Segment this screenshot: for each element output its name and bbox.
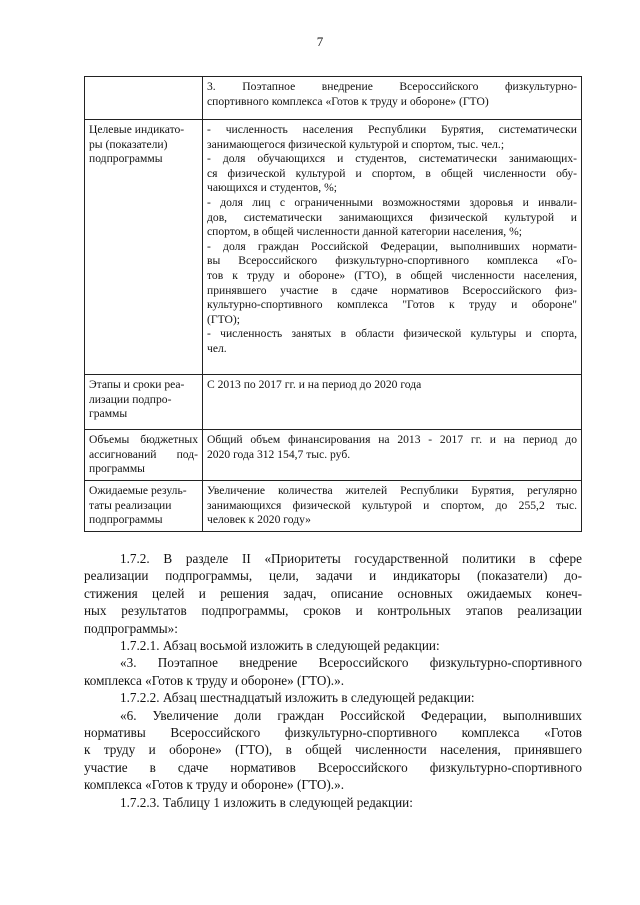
value-line: - численность занятых в области физической культуры и спорта,	[207, 327, 577, 341]
paragraph-line: «6. Увеличение доли граждан Российской Федерации, выполнивших	[120, 707, 582, 723]
paragraph-line: участие в сдаче нормативов Всероссийского физкультурно-спортивного	[84, 759, 582, 775]
paragraph-line: комплекса «Готов к труду и обороне» (ГТО).».	[84, 672, 344, 688]
page-number: 7	[316, 34, 324, 49]
paragraph-line: реализации подпрограммы, цели, задачи и индикаторы (показатели) до-	[84, 568, 582, 584]
paragraph-line: нормативы Всероссийского физкультурно-спортивного комплекса «Готов	[84, 725, 582, 741]
value-line: Общий объем финансирования на 2013 - 2017 гг. и на период до	[207, 433, 577, 446]
row-value	[203, 120, 582, 375]
label-line: ры (показатели)	[89, 137, 168, 151]
label-line: Ожидаемые резуль-	[89, 484, 187, 497]
value-line: культурно-спортивного комплекса "Готов к труду и обороне"	[207, 298, 577, 312]
value-line: - доля лиц с ограниченными возможностями здоровья и инвали-	[207, 195, 577, 209]
table-row	[85, 120, 582, 375]
value-line: занимающегося физической культурой и спортом, тыс. чел.;	[207, 137, 505, 151]
value-line: (ГТО);	[207, 312, 240, 326]
value-line: ся физической культурой и спортом, в общей численности обу-	[207, 166, 577, 180]
row-label	[85, 120, 203, 375]
row-label	[85, 375, 203, 430]
subprogram-passport-table	[84, 76, 582, 532]
label-line: граммы	[89, 407, 128, 421]
row-value	[203, 77, 582, 120]
value-line: чел.	[207, 341, 227, 355]
value-line: человек к 2020 году»	[207, 513, 311, 527]
paragraph-line: «3. Поэтапное внедрение Всероссийского физкультурно-спортивного	[120, 655, 582, 671]
table-row	[85, 430, 582, 481]
value-line: - численность населения Республики Бурятия, систематически	[207, 123, 577, 136]
paragraph-line: 1.7.2.2. Абзац шестнадцатый изложить в следующей редакции:	[120, 690, 475, 706]
label-line: Объемы бюджетных	[89, 433, 198, 446]
value-line: - доля граждан Российской Федерации, выполнивших нормати-	[207, 239, 577, 253]
value-line: вы Всероссийского физкультурно-спортивного комплекса «Го-	[207, 254, 577, 268]
value-line: - доля обучающихся и студентов, систематически занимающих-	[207, 152, 577, 166]
label-line: лизации подпро-	[89, 392, 172, 406]
value-line: спортом, в общей численности данной категории населения, %;	[207, 225, 522, 239]
row-label	[85, 481, 203, 532]
value-line: принявшего участие в сдаче нормативов Всероссийского физ-	[207, 283, 577, 297]
paragraph-line: 1.7.2.3. Таблицу 1 изложить в следующей редакции:	[120, 794, 413, 810]
paragraph-line: подпрограммы»:	[84, 620, 178, 636]
row-value	[203, 481, 582, 532]
row-value	[203, 430, 582, 481]
label-line: ассигнований под-	[89, 447, 198, 461]
label-line: Этапы и сроки реа-	[89, 378, 185, 391]
value-line: тов к труду и обороне» (ГТО), в общей численности населения,	[207, 268, 577, 282]
row-label-empty	[85, 77, 203, 120]
value-line: С 2013 по 2017 гг. и на период до 2020 года	[207, 378, 422, 391]
value-line: 3. Поэтапное внедрение Всероссийского физкультурно-	[207, 80, 577, 93]
paragraph-line: 1.7.2.1. Абзац восьмой изложить в следующей редакции:	[120, 638, 440, 654]
row-value	[203, 375, 582, 430]
label-line: Целевые индикато-	[89, 123, 185, 136]
value-line: 2020 года 312 154,7 тыс. руб.	[207, 447, 351, 461]
paragraph-line: стижения целей и решения задач, описание основных ожидаемых конеч-	[84, 585, 582, 601]
label-line: подпрограммы	[89, 513, 163, 527]
value-line: занимающихся физической культурой и спортом, до 255,2 тыс.	[207, 498, 577, 512]
label-line: таты реализации	[89, 498, 172, 512]
label-line: программы	[89, 462, 145, 476]
table-row	[85, 375, 582, 430]
table-row	[85, 77, 582, 120]
document-body	[84, 550, 582, 811]
paragraph-line: ных результатов подпрограммы, сроков и контрольных этапов реализации	[84, 603, 582, 619]
table-row	[85, 481, 582, 532]
paragraph-line: 1.7.2. В разделе II «Приоритеты государственной политики в сфере	[120, 551, 582, 566]
value-line: спортивного комплекса «Готов к труду и обороне» (ГТО)	[207, 94, 489, 108]
label-line: подпрограммы	[89, 152, 163, 166]
value-line: Увеличение количества жителей Республики Бурятия, регулярно	[207, 484, 577, 497]
value-line: чающихся и студентов, %;	[207, 181, 337, 195]
paragraph-line: к труду и обороне» (ГТО), в общей численности населения, принявшего	[84, 742, 582, 758]
value-line: дов, систематически занимающихся физической культурой и	[207, 210, 577, 224]
paragraph-line: комплекса «Готов к труду и обороне» (ГТО).».	[84, 777, 344, 793]
row-label	[85, 430, 203, 481]
